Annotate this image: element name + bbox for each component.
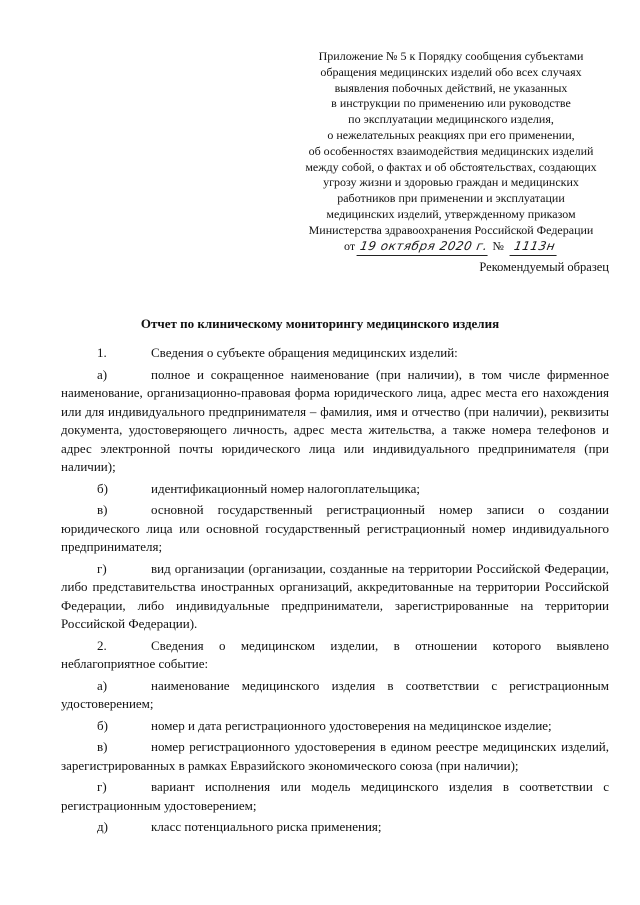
item-marker: в)	[97, 502, 108, 517]
item-text: полное и сокращенное наименование (при наличии), в том числе фирменное наименование, организационно-правовая форма юридического лица, адрес места его нахождения или для индивидуального предпринимателя – фамилия, имя и отчество (при наличии), реквизиты документа, удостоверяющего личность, адрес места жительства, а также номера телефонов и адрес электронной почты юридического лица или индивидуального предпринимателя (при наличии);	[61, 366, 609, 474]
appendix-line: об особенностях взаимодействия медицинских изделий	[308, 143, 594, 158]
sample-label: Рекомендуемый образец	[479, 260, 609, 274]
document-body	[61, 344, 609, 837]
appendix-line: между собой, о фактах и об обстоятельствах, создающих	[305, 159, 597, 174]
appendix-line: обращения медицинских изделий обо всех случаях	[320, 64, 582, 79]
handwritten-order-number: 1113н	[509, 239, 559, 256]
item-marker: г)	[97, 779, 107, 794]
list-item	[61, 366, 609, 477]
item-marker: б)	[97, 717, 108, 733]
item-text: основной государственный регистрационный номер записи о создании юридического лица или основной государственный регистрационный номер индивидуального предпринимателя;	[61, 502, 609, 554]
item-marker: б)	[97, 480, 108, 496]
list-item	[61, 778, 609, 815]
list-item	[61, 501, 609, 557]
appendix-line: Приложение № 5 к Порядку сообщения субъектами	[318, 49, 584, 63]
list-item	[61, 560, 609, 634]
list-item	[61, 717, 609, 736]
appendix-block	[286, 49, 616, 255]
item-text: Сведения о субъекте обращения медицинских изделий:	[151, 345, 458, 360]
item-marker: а)	[97, 677, 108, 693]
item-text: наименование медицинского изделия в соответствии с регистрационным удостоверением;	[61, 677, 609, 711]
item-text: класс потенциального риска применения;	[151, 819, 382, 834]
list-item	[61, 677, 609, 714]
item-marker: г)	[97, 560, 107, 576]
appendix-line: Министерства здравоохранения Российской Федерации	[308, 222, 594, 237]
item-text: вариант исполнения или модель медицинского изделия в соответствии с регистрационным удостоверением;	[61, 779, 609, 813]
item-text: номер и дата регистрационного удостоверения на медицинское изделие;	[151, 717, 552, 733]
appendix-line: выявления побочных действий, не указанных	[334, 80, 568, 95]
appendix-line: угрозу жизни и здоровью граждан и медицинских	[323, 175, 579, 190]
item-marker: д)	[97, 819, 108, 834]
list-item	[61, 738, 609, 775]
appendix-line: медицинских изделий, утвержденному приказом	[326, 206, 576, 221]
item-marker: 1.	[97, 345, 107, 360]
item-text: идентификационный номер налогоплательщика;	[151, 480, 420, 496]
item-marker: а)	[97, 366, 108, 382]
handwritten-date: 19 октября 2020 г.	[357, 239, 491, 256]
item-marker: 2.	[97, 637, 107, 653]
section-2-heading	[61, 637, 609, 674]
list-item	[61, 480, 609, 499]
order-date-line	[286, 239, 616, 256]
item-text: номер регистрационного удостоверения в едином реестре медицинских изделий, зарегистрированных в рамках Евразийского экономического союза (при наличии);	[61, 739, 609, 773]
appendix-line: в инструкции по применению или руководстве	[331, 96, 571, 111]
document-title: Отчет по клиническому мониторингу медицинского изделия	[140, 316, 500, 331]
from-label: от	[344, 238, 356, 253]
appendix-line: о нежелательных реакциях при его применении,	[327, 127, 575, 142]
list-item	[61, 818, 609, 837]
item-text: вид организации (организации, созданные на территории Российской Федерации, либо представительства иностранных организаций, аккредитованные на территории Российской Федерации, либо индивидуальные предприниматели, зарегистрированные на территории Российской Федерации).	[61, 560, 609, 631]
item-text: Сведения о медицинском изделии, в отношении которого выявлено неблагоприятное событие:	[61, 637, 609, 671]
number-label: №	[492, 238, 504, 253]
appendix-line: работников при применении и эксплуатации	[337, 191, 565, 206]
item-marker: в)	[97, 739, 108, 754]
section-1-heading	[61, 344, 609, 363]
appendix-line: по эксплуатации медицинского изделия,	[348, 112, 554, 127]
